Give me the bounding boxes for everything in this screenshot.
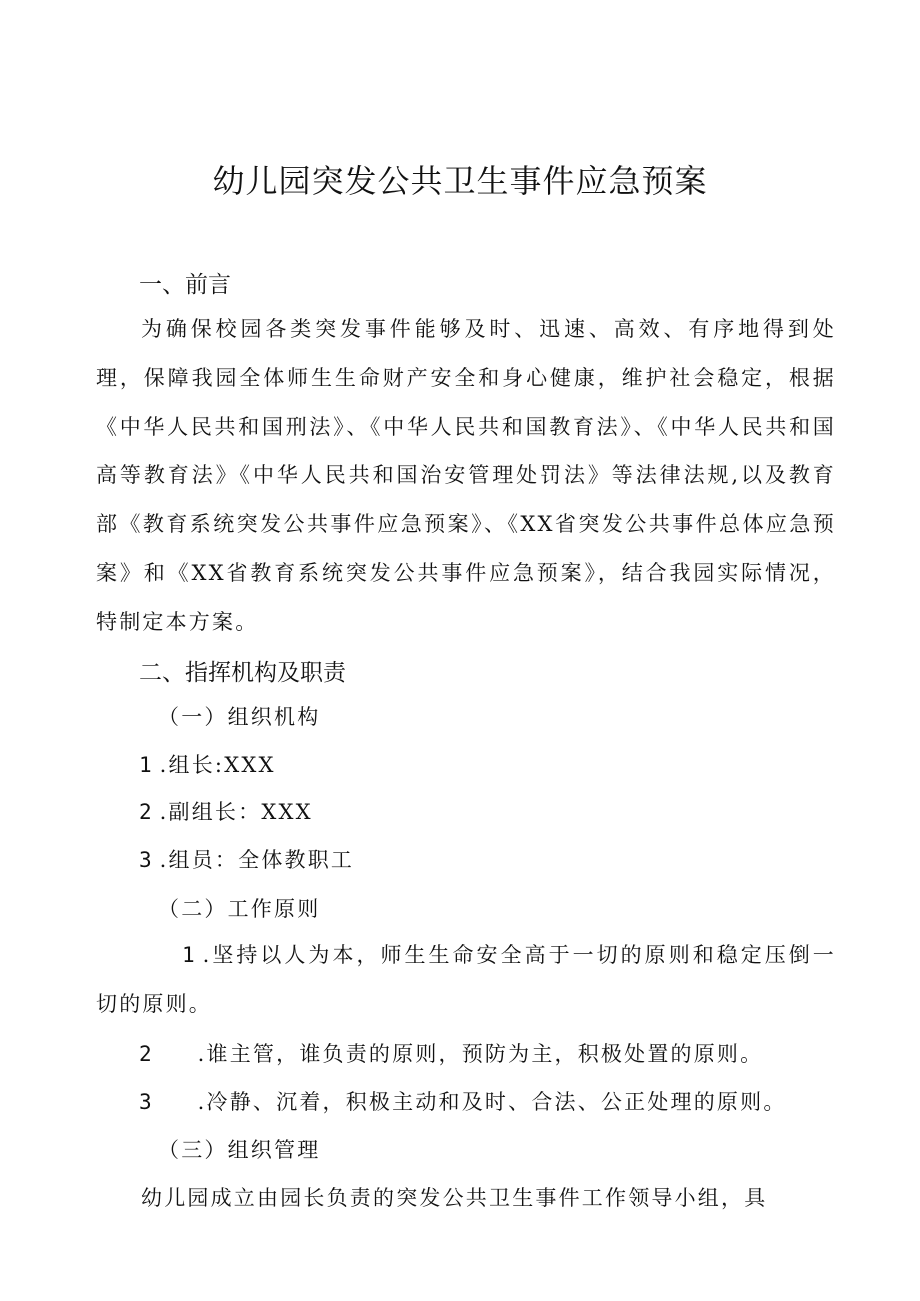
item-number: 1 [182,943,195,967]
list-item [139,750,276,780]
item-number: 1 [139,753,152,777]
management-paragraph: 幼儿园成立由园长负责的突发公共卫生事件工作领导小组，具 [141,1186,768,1210]
document-title: 幼儿园突发公共卫生事件应急预案 [212,162,708,200]
section-heading-command: 二、指挥机构及职责 [139,660,346,686]
subheading-organization: （一）组织机构 [158,705,321,729]
preface-paragraph: 为确保校园各类突发事件能够及时、迅速、高效、有序地得到处理，保障我园全体师生生命财产安全和身心健康，维护社会稳定，根据《中华人民共和国刑法》、《中华人民共和国教育法》、《中华人民共和国高等教育法》《中华人民共和国治安管理处罚法》等法律法规,以及教育部《教育系统突发公共事件应急预案》、《XX省突发公共事件总体应急预案》和《XX省教育系统突发公共事件应急预案》，结合我园实际情况，特制定本方案。 [96,317,836,634]
item-text: .谁主管，谁负责的原则，预防为主，积极处置的原则。 [197,1042,764,1066]
item-text: .组长:XXX [159,753,276,777]
section-heading-preface: 一、前言 [139,272,231,298]
item-text: .冷静、沉着，积极主动和及时、合法、公正处理的原则。 [197,1090,787,1114]
item-number: 2 [139,800,152,824]
item-number: 3 [139,1090,152,1114]
item-text: .副组长：XXX [159,800,313,824]
item-text: .组员：全体教职工 [159,848,355,872]
list-item [139,797,313,827]
subheading-management: （三）组织管理 [158,1138,321,1162]
item-text: .坚持以人为本，师生生命安全高于一切的原则和稳定压倒一切的原则。 [96,943,836,1016]
list-item [139,845,354,875]
principle-item-3 [139,1087,787,1117]
item-number: 2 [139,1042,152,1066]
principle-item-1 [96,931,836,1029]
item-number: 3 [139,848,152,872]
principle-item-2 [139,1039,763,1069]
subheading-principles: （二）工作原则 [158,897,321,921]
